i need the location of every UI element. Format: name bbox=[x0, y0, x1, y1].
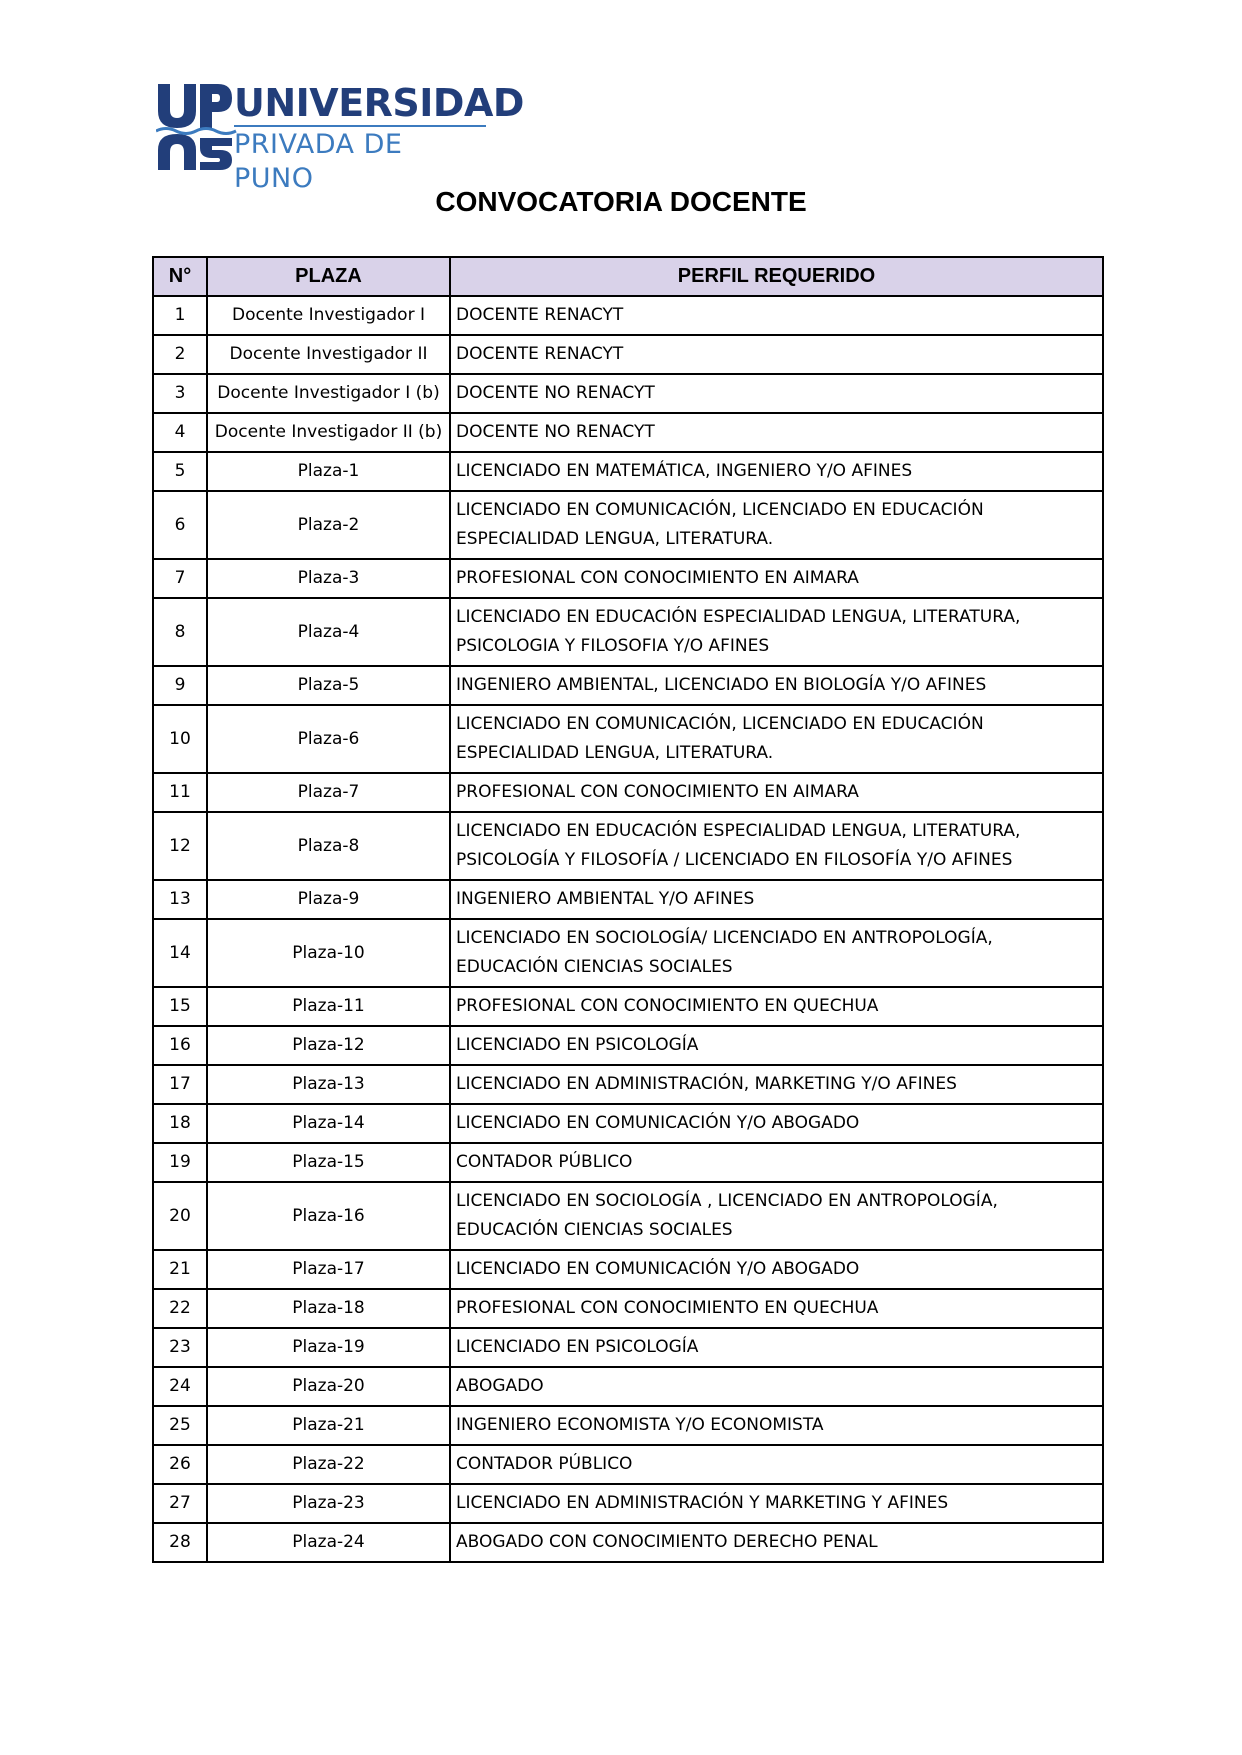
cell-num: 11 bbox=[153, 773, 207, 812]
cell-plaza: Plaza-19 bbox=[207, 1328, 450, 1367]
cell-perfil: LICENCIADO EN ADMINISTRACIÓN, MARKETING Y/O AFINES bbox=[450, 1065, 1103, 1104]
cell-plaza: Plaza-4 bbox=[207, 598, 450, 666]
cell-num: 8 bbox=[153, 598, 207, 666]
cell-num: 20 bbox=[153, 1182, 207, 1250]
cell-plaza: Plaza-13 bbox=[207, 1065, 450, 1104]
cell-num: 6 bbox=[153, 491, 207, 559]
cell-num: 18 bbox=[153, 1104, 207, 1143]
cell-num: 28 bbox=[153, 1523, 207, 1562]
page-title: CONVOCATORIA DOCENTE bbox=[435, 186, 807, 217]
cell-perfil: ABOGADO bbox=[450, 1367, 1103, 1406]
table-row bbox=[153, 1445, 1103, 1484]
cell-plaza: Plaza-21 bbox=[207, 1406, 450, 1445]
cell-perfil: DOCENTE RENACYT bbox=[450, 296, 1103, 335]
cell-plaza: Plaza-7 bbox=[207, 773, 450, 812]
cell-perfil: INGENIERO AMBIENTAL, LICENCIADO EN BIOLOGÍA Y/O AFINES bbox=[450, 666, 1103, 705]
cell-perfil: LICENCIADO EN PSICOLOGÍA bbox=[450, 1026, 1103, 1065]
cell-num: 10 bbox=[153, 705, 207, 773]
table-row bbox=[153, 374, 1103, 413]
table-header-row bbox=[153, 257, 1103, 296]
cell-plaza: Plaza-3 bbox=[207, 559, 450, 598]
cell-plaza: Docente Investigador II (b) bbox=[207, 413, 450, 452]
cell-num: 7 bbox=[153, 559, 207, 598]
table-row bbox=[153, 1328, 1103, 1367]
university-logo bbox=[156, 81, 524, 194]
column-header-num: N° bbox=[153, 257, 207, 296]
table-row bbox=[153, 1104, 1103, 1143]
cell-num: 19 bbox=[153, 1143, 207, 1182]
cell-num: 12 bbox=[153, 812, 207, 880]
cell-perfil: ABOGADO CON CONOCIMIENTO DERECHO PENAL bbox=[450, 1523, 1103, 1562]
table-row bbox=[153, 1143, 1103, 1182]
table-row bbox=[153, 1367, 1103, 1406]
cell-perfil: INGENIERO AMBIENTAL Y/O AFINES bbox=[450, 880, 1103, 919]
cell-perfil: LICENCIADO EN PSICOLOGÍA bbox=[450, 1328, 1103, 1367]
cell-num: 22 bbox=[153, 1289, 207, 1328]
cell-num: 25 bbox=[153, 1406, 207, 1445]
column-header-perfil: PERFIL REQUERIDO bbox=[450, 257, 1103, 296]
cell-perfil: PROFESIONAL CON CONOCIMIENTO EN QUECHUA bbox=[450, 1289, 1103, 1328]
cell-plaza: Plaza-6 bbox=[207, 705, 450, 773]
cell-perfil: DOCENTE RENACYT bbox=[450, 335, 1103, 374]
cell-num: 24 bbox=[153, 1367, 207, 1406]
cell-plaza: Plaza-1 bbox=[207, 452, 450, 491]
logo-text-universidad: UNIVERSIDAD bbox=[234, 81, 524, 125]
cell-num: 27 bbox=[153, 1484, 207, 1523]
table-row bbox=[153, 666, 1103, 705]
cell-plaza: Plaza-17 bbox=[207, 1250, 450, 1289]
table-row bbox=[153, 1484, 1103, 1523]
cell-perfil: PROFESIONAL CON CONOCIMIENTO EN AIMARA bbox=[450, 559, 1103, 598]
cell-num: 16 bbox=[153, 1026, 207, 1065]
cell-num: 23 bbox=[153, 1328, 207, 1367]
cell-plaza: Plaza-9 bbox=[207, 880, 450, 919]
table-row bbox=[153, 559, 1103, 598]
cell-num: 21 bbox=[153, 1250, 207, 1289]
cell-plaza: Plaza-22 bbox=[207, 1445, 450, 1484]
cell-num: 17 bbox=[153, 1065, 207, 1104]
cell-num: 3 bbox=[153, 374, 207, 413]
cell-perfil: LICENCIADO EN EDUCACIÓN ESPECIALIDAD LENGUA, LITERATURA, PSICOLOGÍA Y FILOSOFÍA / LICENCIADO EN FILOSOFÍA Y/O AFINES bbox=[450, 812, 1103, 880]
cell-plaza: Plaza-10 bbox=[207, 919, 450, 987]
cell-perfil: CONTADOR PÚBLICO bbox=[450, 1143, 1103, 1182]
table-row bbox=[153, 1250, 1103, 1289]
cell-plaza: Plaza-24 bbox=[207, 1523, 450, 1562]
cell-num: 14 bbox=[153, 919, 207, 987]
cell-num: 9 bbox=[153, 666, 207, 705]
cell-plaza: Plaza-14 bbox=[207, 1104, 450, 1143]
cell-perfil: LICENCIADO EN COMUNICACIÓN Y/O ABOGADO bbox=[450, 1250, 1103, 1289]
table-row bbox=[153, 987, 1103, 1026]
cell-plaza: Docente Investigador I (b) bbox=[207, 374, 450, 413]
vacancies-table bbox=[152, 256, 1104, 1563]
table-row bbox=[153, 491, 1103, 559]
cell-perfil: DOCENTE NO RENACYT bbox=[450, 374, 1103, 413]
table-row bbox=[153, 1406, 1103, 1445]
cell-perfil: CONTADOR PÚBLICO bbox=[450, 1445, 1103, 1484]
cell-plaza: Plaza-5 bbox=[207, 666, 450, 705]
table-row bbox=[153, 296, 1103, 335]
table-row bbox=[153, 335, 1103, 374]
cell-plaza: Plaza-12 bbox=[207, 1026, 450, 1065]
cell-num: 13 bbox=[153, 880, 207, 919]
table-row bbox=[153, 1289, 1103, 1328]
cell-plaza: Docente Investigador II bbox=[207, 335, 450, 374]
cell-num: 2 bbox=[153, 335, 207, 374]
cell-perfil: LICENCIADO EN SOCIOLOGÍA/ LICENCIADO EN ANTROPOLOGÍA, EDUCACIÓN CIENCIAS SOCIALES bbox=[450, 919, 1103, 987]
cell-perfil: PROFESIONAL CON CONOCIMIENTO EN QUECHUA bbox=[450, 987, 1103, 1026]
cell-plaza: Plaza-16 bbox=[207, 1182, 450, 1250]
cell-num: 5 bbox=[153, 452, 207, 491]
cell-perfil: LICENCIADO EN EDUCACIÓN ESPECIALIDAD LENGUA, LITERATURA, PSICOLOGIA Y FILOSOFIA Y/O AFINES bbox=[450, 598, 1103, 666]
table-row bbox=[153, 880, 1103, 919]
cell-plaza: Plaza-18 bbox=[207, 1289, 450, 1328]
table-row bbox=[153, 413, 1103, 452]
cell-num: 4 bbox=[153, 413, 207, 452]
cell-plaza: Plaza-8 bbox=[207, 812, 450, 880]
cell-plaza: Plaza-15 bbox=[207, 1143, 450, 1182]
logo-text-privada-de-puno: PRIVADA DE PUNO bbox=[234, 129, 403, 194]
cell-perfil: PROFESIONAL CON CONOCIMIENTO EN AIMARA bbox=[450, 773, 1103, 812]
table-row bbox=[153, 919, 1103, 987]
cell-perfil: LICENCIADO EN COMUNICACIÓN, LICENCIADO EN EDUCACIÓN ESPECIALIDAD LENGUA, LITERATURA. bbox=[450, 705, 1103, 773]
cell-plaza: Plaza-2 bbox=[207, 491, 450, 559]
table-row bbox=[153, 598, 1103, 666]
cell-num: 15 bbox=[153, 987, 207, 1026]
cell-plaza: Plaza-11 bbox=[207, 987, 450, 1026]
cell-plaza: Plaza-23 bbox=[207, 1484, 450, 1523]
cell-perfil: LICENCIADO EN ADMINISTRACIÓN Y MARKETING Y AFINES bbox=[450, 1484, 1103, 1523]
table-row bbox=[153, 452, 1103, 491]
table-row bbox=[153, 1026, 1103, 1065]
table-row bbox=[153, 1523, 1103, 1562]
cell-perfil: LICENCIADO EN MATEMÁTICA, INGENIERO Y/O AFINES bbox=[450, 452, 1103, 491]
cell-perfil: LICENCIADO EN SOCIOLOGÍA , LICENCIADO EN ANTROPOLOGÍA, EDUCACIÓN CIENCIAS SOCIALES bbox=[450, 1182, 1103, 1250]
cell-num: 1 bbox=[153, 296, 207, 335]
cell-plaza: Docente Investigador I bbox=[207, 296, 450, 335]
cell-perfil: INGENIERO ECONOMISTA Y/O ECONOMISTA bbox=[450, 1406, 1103, 1445]
table-row bbox=[153, 705, 1103, 773]
cell-perfil: DOCENTE NO RENACYT bbox=[450, 413, 1103, 452]
cell-num: 26 bbox=[153, 1445, 207, 1484]
cell-perfil: LICENCIADO EN COMUNICACIÓN Y/O ABOGADO bbox=[450, 1104, 1103, 1143]
table-row bbox=[153, 773, 1103, 812]
column-header-plaza: PLAZA bbox=[207, 257, 450, 296]
table-row bbox=[153, 1182, 1103, 1250]
cell-plaza: Plaza-20 bbox=[207, 1367, 450, 1406]
table-row bbox=[153, 812, 1103, 880]
table-row bbox=[153, 1065, 1103, 1104]
cell-perfil: LICENCIADO EN COMUNICACIÓN, LICENCIADO EN EDUCACIÓN ESPECIALIDAD LENGUA, LITERATURA. bbox=[450, 491, 1103, 559]
